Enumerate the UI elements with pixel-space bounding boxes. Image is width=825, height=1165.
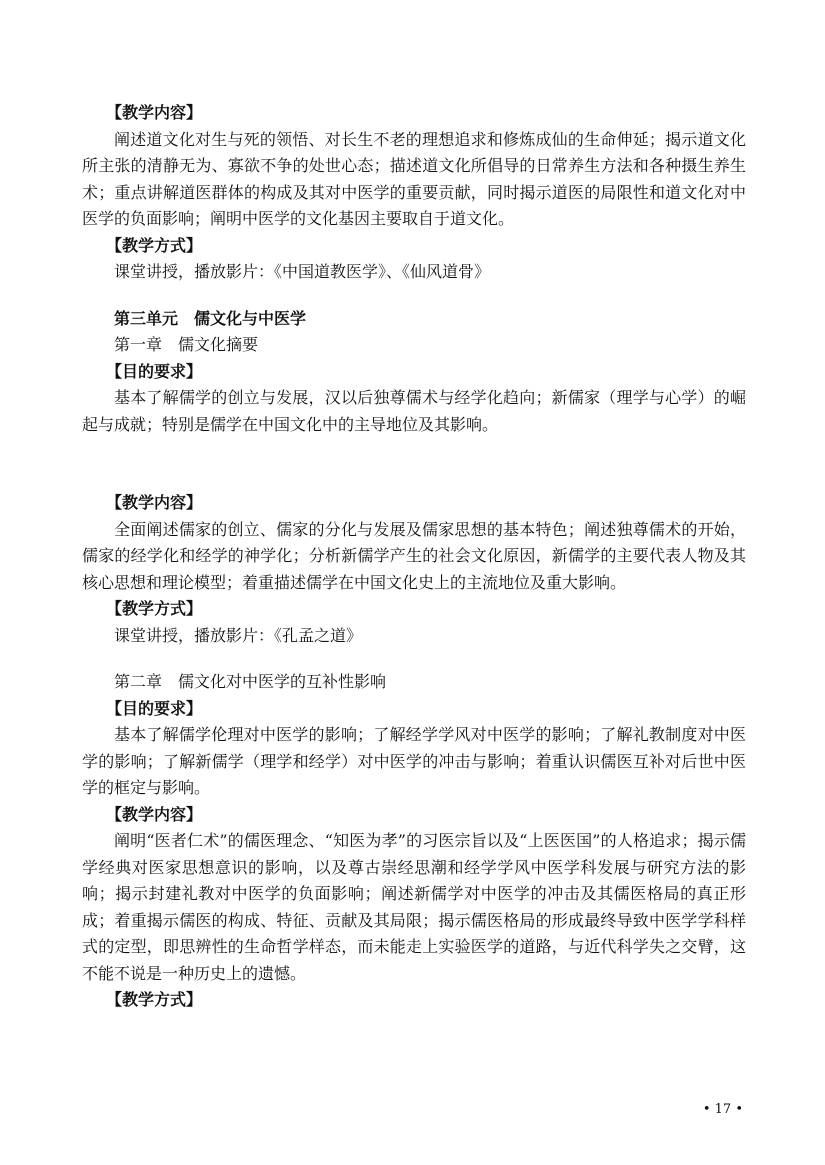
paragraph-teaching-content: 阐述道文化对生与死的领悟、对长生不老的理想追求和修炼成仙的生命伸延；揭示道文化所主张的清静无为、寡欲不争的处世心态；描述道文化所倡导的日常养生方法和各种摄生养生术；重点讲解道医群体的构成及其对中医学的重要贡献，同时揭示道医的局限性和道文化对中医学的负面影响；阐明中医学的文化基因主要取自于道文化。 (82, 129, 746, 228)
section-heading-teaching-method: 【教学方式】 (106, 235, 203, 255)
spacer (82, 286, 746, 306)
section-heading-objectives: 【目的要求】 (106, 698, 203, 718)
paragraph-teaching-content: 阐明“医者仁术”的儒医理念、“知医为孝”的习医宗旨以及“上医医国”的人格追求；揭示儒学经典对医家思想意识的影响，以及尊古崇经思潮和经学学风中医学科发展与研究方法的影响；揭示封建礼教对中医学的负面影响；阐述新儒学对中医学的冲击及其儒医格局的真正形成；着重揭示儒医的构成、特征、贡献及其局限；揭示儒医格局的形成最终导致中医学学科样式的定型，即思辨性的生命哲学样态，而未能走上实验医学的道路，与近代科学失之交臂，这不能不说是一种历史上的遗憾。 (82, 831, 746, 983)
chapter-title: 第二章 儒文化对中医学的互补性影响 (114, 672, 387, 691)
chapter-title: 第一章 儒文化摘要 (114, 335, 259, 354)
section-heading-objectives: 【目的要求】 (106, 361, 203, 381)
spacer (82, 649, 746, 669)
section-heading-teaching-method: 【教学方式】 (106, 990, 203, 1009)
paragraph-teaching-method: 课堂讲授，播放影片：《中国道教医学》、《仙风道骨》 (114, 262, 491, 281)
page-number: • 17 • (702, 1102, 743, 1117)
section-heading-teaching-content: 【教学内容】 (106, 103, 203, 122)
paragraph-objectives: 基本了解儒学的创立与发展，汉以后独尊儒术与经学化趋向；新儒家（理学与心学）的崛起与成就；特别是儒学在中国文化中的主导地位及其影响。 (82, 388, 746, 434)
unit-title: 第三单元 儒文化与中医学 (114, 308, 307, 328)
page-content (82, 100, 746, 1014)
paragraph-teaching-content: 全面阐述儒家的创立、儒家的分化与发展及儒家思想的基本特色；阐述独尊儒术的开始，儒家的经学化和经学的神学化；分析新儒学产生的社会文化原因，新儒学的主要代表人物及其核心思想和理论模型；着重描述儒学在中国文化史上的主流地位及重大影响。 (82, 519, 746, 592)
section-heading-teaching-content: 【教学内容】 (106, 493, 203, 512)
section-heading-teaching-method: 【教学方式】 (106, 599, 203, 618)
spacer (82, 438, 746, 490)
paragraph-objectives: 基本了解儒学伦理对中医学的影响；了解经学学风对中医学的影响；了解礼教制度对中医学的影响；了解新儒学（理学和经学）对中医学的冲击与影响；着重认识儒医互补对后世中医学的框定与影响。 (82, 725, 746, 797)
paragraph-teaching-method: 课堂讲授，播放影片：《孔孟之道》 (114, 625, 363, 645)
section-heading-teaching-content: 【教学内容】 (106, 804, 203, 824)
